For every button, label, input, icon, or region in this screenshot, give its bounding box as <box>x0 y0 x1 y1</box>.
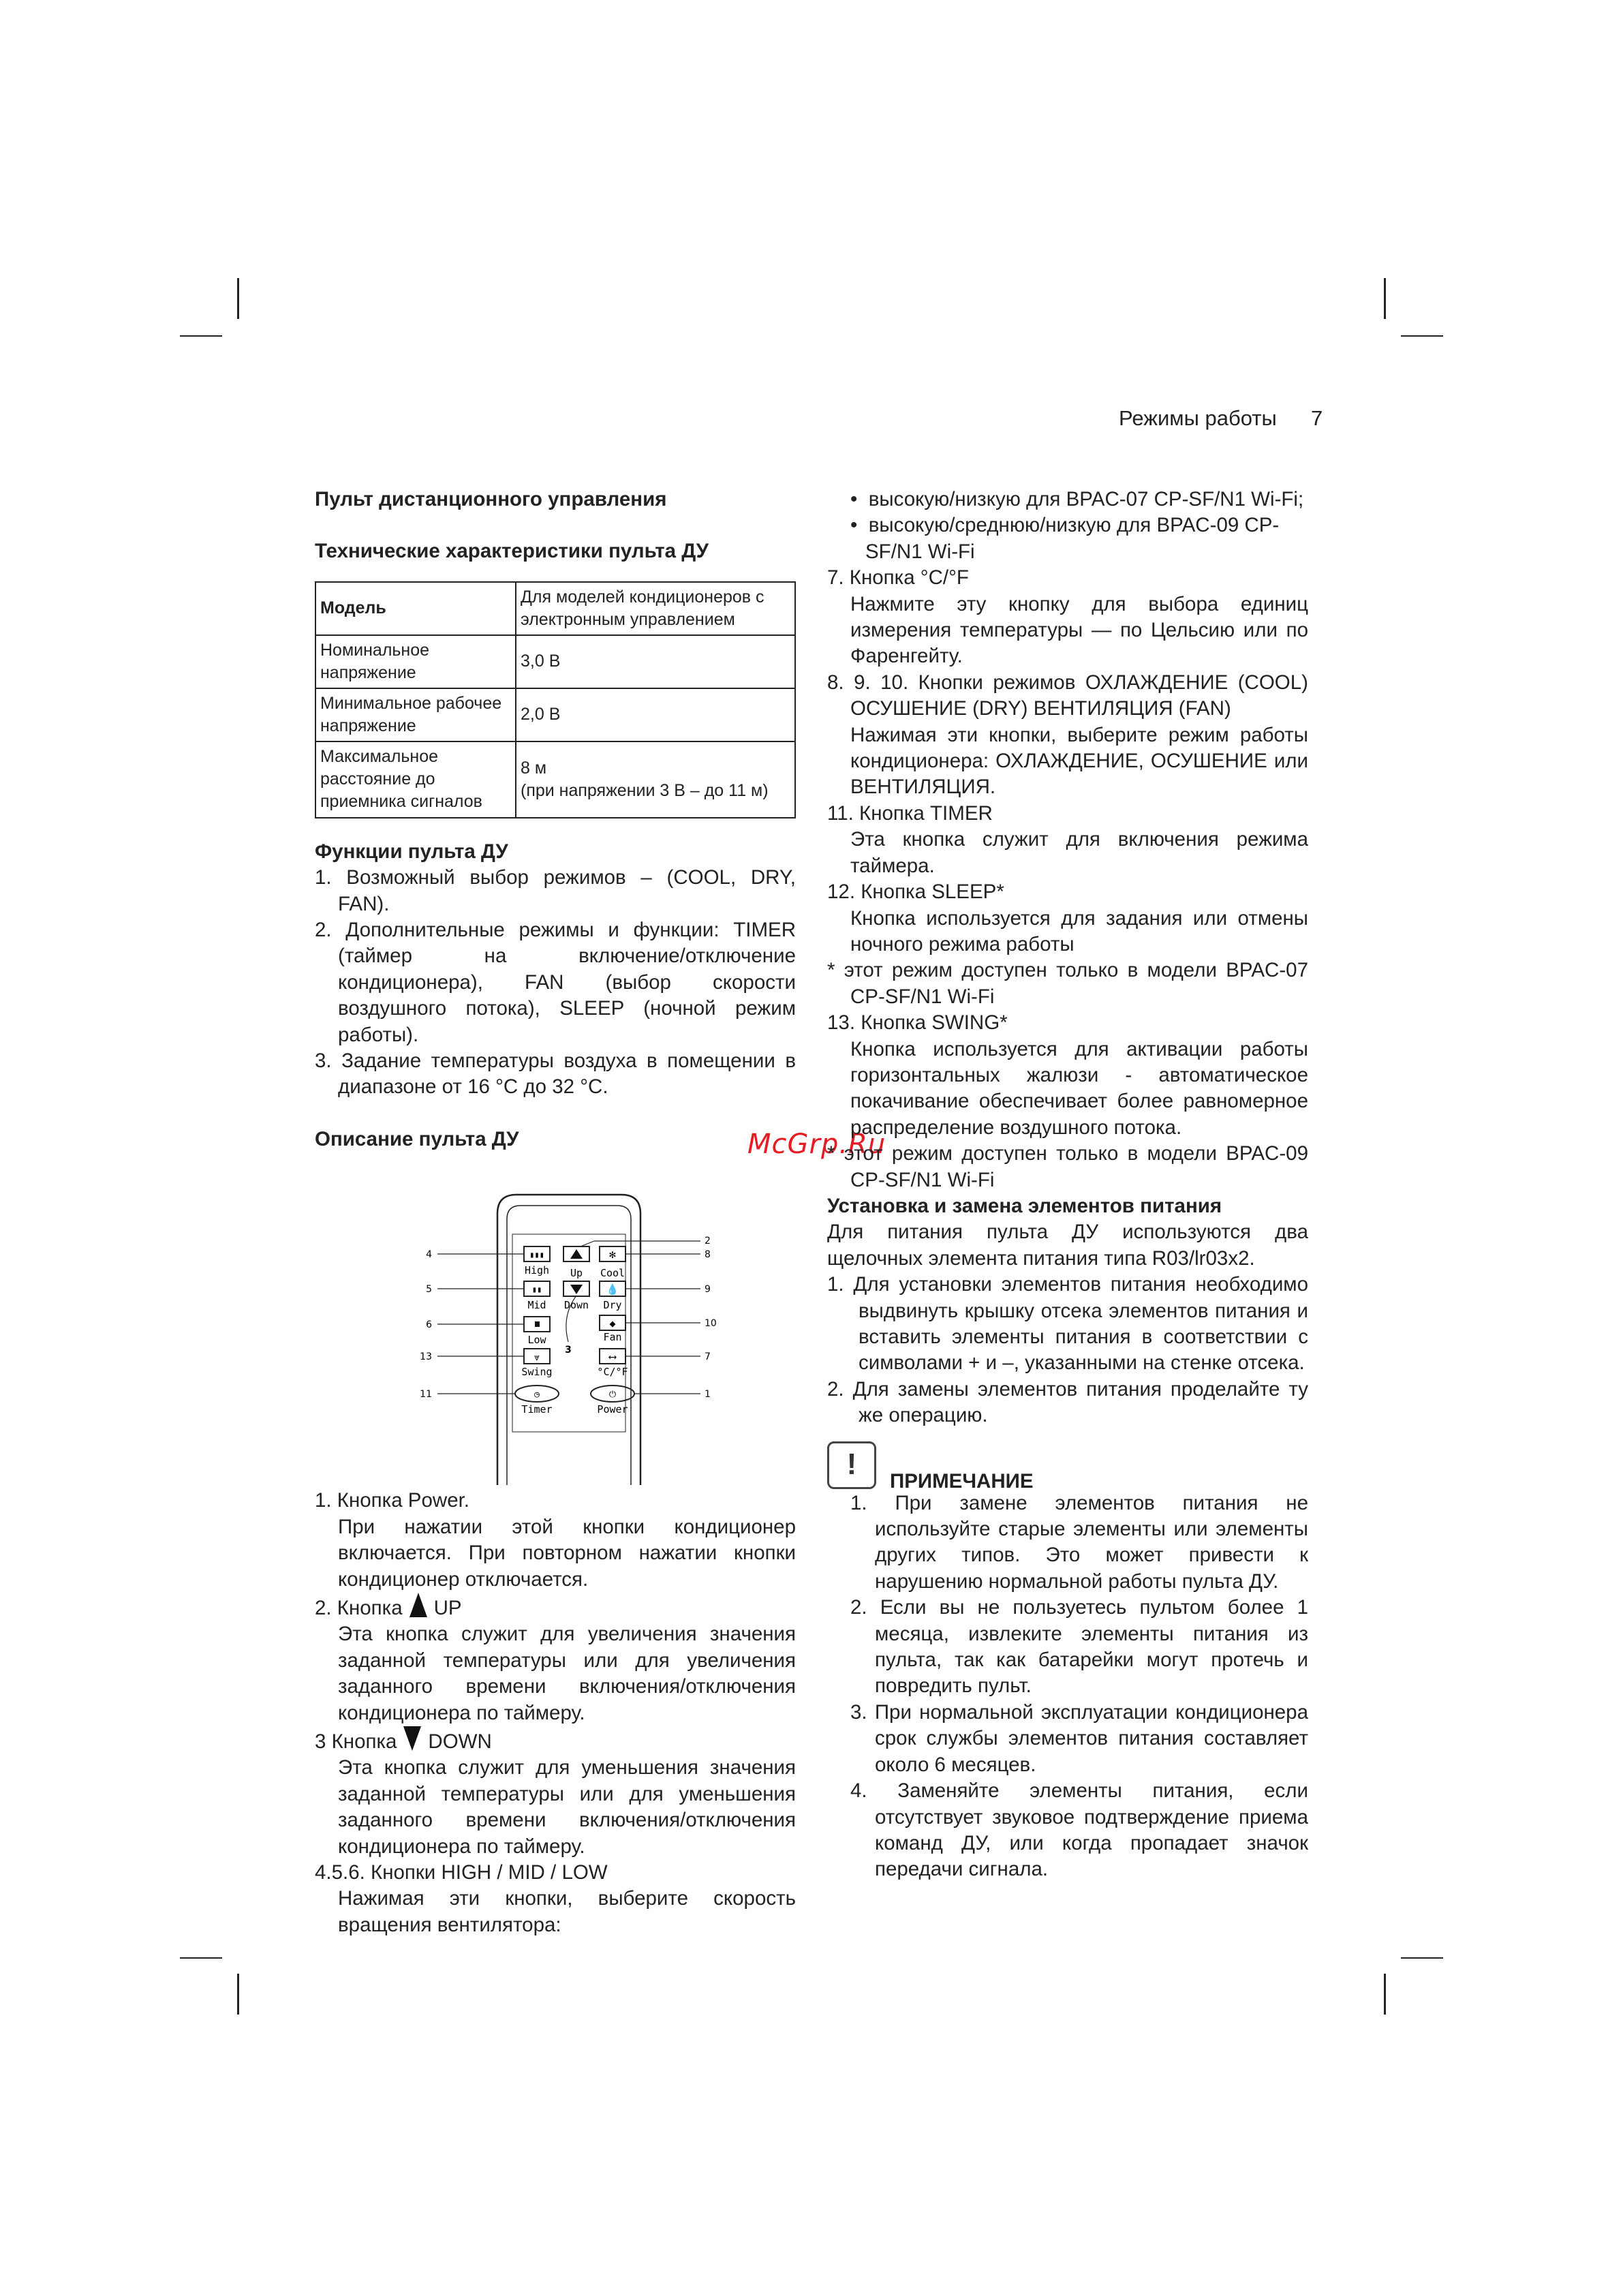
function-item: 1. Возможный выбор режимов – (COOL, DRY, FAN). <box>315 866 796 915</box>
table-row <box>315 582 795 635</box>
functions-title: Функции пульта ДУ <box>315 840 508 863</box>
function-item: 3. Задание температуры воздуха в помещении в диапазоне от 16 °С до 32 °С. <box>315 1050 796 1099</box>
callout-number: 1 <box>705 1389 711 1400</box>
callout-number: 9 <box>705 1284 711 1296</box>
callout-number: 4 <box>426 1249 432 1261</box>
mid-label: Mid <box>527 1299 546 1312</box>
down-label: Down <box>563 1299 589 1312</box>
note-item: 1. При замене элементов питания не используйте старые элементы или элементы других типов. Это может привести к нарушению нормальной работы пульта ДУ. <box>850 1491 1308 1593</box>
section-title: Режимы работы <box>1119 406 1277 430</box>
item-1-title: 1. Кнопка Power. <box>315 1489 469 1512</box>
table-cell <box>516 741 795 818</box>
note-item: 3. При нормальной эксплуатации кондиционера срок службы элементов питания составляет около 6 месяцев. <box>850 1700 1308 1776</box>
callouts-right <box>563 1241 700 1394</box>
item-2-title <box>315 1593 796 1621</box>
table-row <box>315 688 795 741</box>
item-8-title: 8. 9. 10. Кнопки режимов ОХЛАЖДЕНИЕ (COOL) ОСУШЕНИЕ (DRY) ВЕНТИЛЯЦИЯ (FAN) <box>827 671 1308 720</box>
item-456-text: Нажимая эти кнопки, выберите скорость вращения вентилятора: <box>338 1887 796 1936</box>
exclamation-icon: ! <box>827 1441 876 1489</box>
item-13-title: 13. Кнопка SWING* <box>827 1011 1008 1035</box>
down-arrow-icon <box>570 1285 583 1294</box>
right-column <box>827 487 1308 1883</box>
spec-title: Технические характеристики пульта ДУ <box>315 540 709 563</box>
battery-title: Установка и замена элементов питания <box>827 1194 1222 1217</box>
left-column <box>315 487 796 1938</box>
crop-mark <box>180 335 222 337</box>
crop-mark <box>1384 1974 1386 2015</box>
snowflake-icon: ✻ <box>609 1248 616 1261</box>
table-cell: 2,0 В <box>516 688 795 741</box>
crop-mark <box>237 278 239 319</box>
crop-mark <box>237 1974 239 2015</box>
note-item: 2. Если вы не пользуетесь пультом более 1 месяца, извлеките элементы питания из пульта, так как батарейки могут протечь и повредить пульт. <box>850 1596 1308 1698</box>
remote-control-illustration <box>417 1180 730 1486</box>
callout-number: 8 <box>705 1249 711 1261</box>
callout-number: 3 <box>565 1345 572 1356</box>
item-7-title: 7. Кнопка °C/°F <box>827 566 969 590</box>
callout-number: 13 <box>420 1351 432 1363</box>
table-cell: Для моделей кондиционеров с электронным управлением <box>516 582 795 635</box>
high-icon: ▮▮▮ <box>529 1250 544 1260</box>
item-13-text: Кнопка используется для активации работы горизонтальных жалюзи - автоматическое покачивание обеспечивает более равномерное распределение воздушного потока. <box>850 1037 1308 1139</box>
item-456-title: 4.5.6. Кнопки HIGH / MID / LOW <box>315 1861 608 1884</box>
fan-label: Fan <box>603 1331 622 1344</box>
item-3-prefix: 3 Кнопка <box>315 1730 397 1753</box>
description-title: Описание пульта ДУ <box>315 1127 519 1150</box>
item-3-suffix: DOWN <box>428 1730 492 1753</box>
up-arrow-icon <box>409 1593 427 1617</box>
item-3-text: Эта кнопка служит для уменьшения значения заданной температуры или для уменьшения заданного времени включения/отключения кондиционера по таймеру. <box>338 1756 796 1858</box>
callout-number: 7 <box>705 1351 711 1363</box>
list-item: • высокую/среднюю/низкую для BPAC-09 CP-SF/N1 Wi-Fi <box>850 514 1280 563</box>
temp-unit-label: °C/°F <box>597 1366 628 1379</box>
table-cell: 3,0 В <box>516 635 795 688</box>
note-title: ПРИМЕЧАНИЕ <box>890 1469 1034 1493</box>
function-item: 2. Дополнительные режимы и функции: TIMER (таймер на включение/отключение кондиционера), FAN (выбор скорости воздушного потока), SLEEP (ночной режим работы). <box>315 919 796 1046</box>
dry-label: Dry <box>603 1299 622 1312</box>
droplet-icon: 💧 <box>606 1283 619 1296</box>
note-header <box>827 1441 1308 1493</box>
item-2-suffix: UP <box>433 1596 462 1619</box>
item-12-text: Кнопка используется для задания или отмены ночного режима работы <box>850 906 1308 955</box>
crop-mark <box>1401 335 1443 337</box>
high-label: High <box>524 1264 550 1277</box>
callout-number: 2 <box>705 1236 711 1247</box>
item-1-text: При нажатии этой кнопки кондиционер включается. При повторном нажатии кнопки кондиционер отключается. <box>338 1515 796 1591</box>
table-cell: Максимальное расстояние до приемника сигналов <box>315 741 516 818</box>
table-row <box>315 741 795 818</box>
low-icon <box>535 1321 540 1327</box>
timer-label: Timer <box>521 1403 553 1416</box>
table-cell: Модель <box>315 582 516 635</box>
crop-mark <box>1401 1957 1443 1959</box>
watermark: McGrp.Ru <box>747 1129 886 1160</box>
note-item: 4. Заменяйте элементы питания, если отсутствует звуковое подтверждение приема команд ДУ, или когда пропадает значок передачи сигнала. <box>850 1779 1308 1881</box>
table-cell-line: (при напряжении 3 В – до 11 м) <box>521 780 769 800</box>
bullet-text: высокую/среднюю/низкую для BPAC-09 CP-SF/N1 Wi-Fi <box>865 514 1280 563</box>
power-label: Power <box>597 1403 628 1416</box>
bullet-text: высокую/низкую для BPAC-07 CP-SF/N1 Wi-Fi; <box>868 488 1304 510</box>
battery-text: Для питания пульта ДУ используются два щелочных элемента питания типа R03/lr03x2. <box>827 1221 1308 1270</box>
fan-icon: ◆ <box>609 1317 616 1330</box>
item-13-note: * этот режим доступен только в модели BPAC-09 CP-SF/N1 Wi-Fi <box>827 1142 1308 1191</box>
page-title: Пульт дистанционного управления <box>315 488 667 510</box>
item-12-note: * этот режим доступен только в модели BPAC-07 CP-SF/N1 Wi-Fi <box>827 959 1308 1008</box>
page-number: 7 <box>1311 406 1323 430</box>
timer-icon: ◷ <box>534 1390 540 1400</box>
table-row <box>315 635 795 688</box>
table-cell: Минимальное рабочее напряжение <box>315 688 516 741</box>
item-11-title: 11. Кнопка TIMER <box>827 801 993 825</box>
cool-label: Cool <box>600 1267 625 1280</box>
callout-number: 11 <box>420 1389 432 1400</box>
item-8-text: Нажимая эти кнопки, выберите режим работы кондиционера: ОХЛАЖДЕНИЕ, ОСУШЕНИЕ или ВЕНТИЛЯЦИЯ. <box>850 723 1308 799</box>
callout-number: 6 <box>426 1319 432 1331</box>
callout-number: 10 <box>705 1318 717 1330</box>
power-icon: ⏻ <box>608 1390 617 1400</box>
table-cell-line: 8 м <box>521 758 547 778</box>
up-label: Up <box>570 1267 583 1280</box>
item-11-text: Эта кнопка служит для включения режима таймера. <box>850 828 1308 877</box>
item-7-text: Нажмите эту кнопку для выбора единиц измерения температуры — по Цельсию или по Фаренгейту. <box>850 592 1308 668</box>
swing-icon: ⩔ <box>534 1352 540 1364</box>
table-cell: Номинальное напряжение <box>315 635 516 688</box>
up-arrow-icon <box>570 1249 583 1259</box>
item-2-text: Эта кнопка служит для увеличения значения заданной температуры или для увеличения заданного времени включения/отключения кондиционера по таймеру. <box>338 1623 796 1724</box>
callouts-left <box>437 1254 524 1394</box>
double-arrow-icon: ⟷ <box>609 1350 616 1364</box>
item-12-title: 12. Кнопка SLEEP* <box>827 881 1004 904</box>
running-header <box>1119 406 1277 431</box>
battery-step: 1. Для установки элементов питания необходимо выдвинуть крышку отсека элементов питания и вставить элементы питания в соответствии с символами + и –, указанными на стенке отсека. <box>827 1273 1308 1375</box>
crop-mark <box>180 1957 222 1959</box>
crop-mark <box>1384 278 1386 319</box>
list-item: • высокую/низкую для BPAC-07 CP-SF/N1 Wi-Fi; <box>850 488 1304 510</box>
swing-label: Swing <box>521 1366 553 1379</box>
spec-table <box>315 581 796 818</box>
battery-step: 2. Для замены элементов питания проделайте ту же операцию. <box>827 1377 1308 1427</box>
item-3-title <box>315 1726 796 1755</box>
low-label: Low <box>527 1334 546 1347</box>
item-2-prefix: 2. Кнопка <box>315 1596 403 1619</box>
down-arrow-icon <box>403 1726 421 1751</box>
callout-number: 5 <box>426 1284 432 1296</box>
mid-icon: ▮▮ <box>531 1285 542 1295</box>
